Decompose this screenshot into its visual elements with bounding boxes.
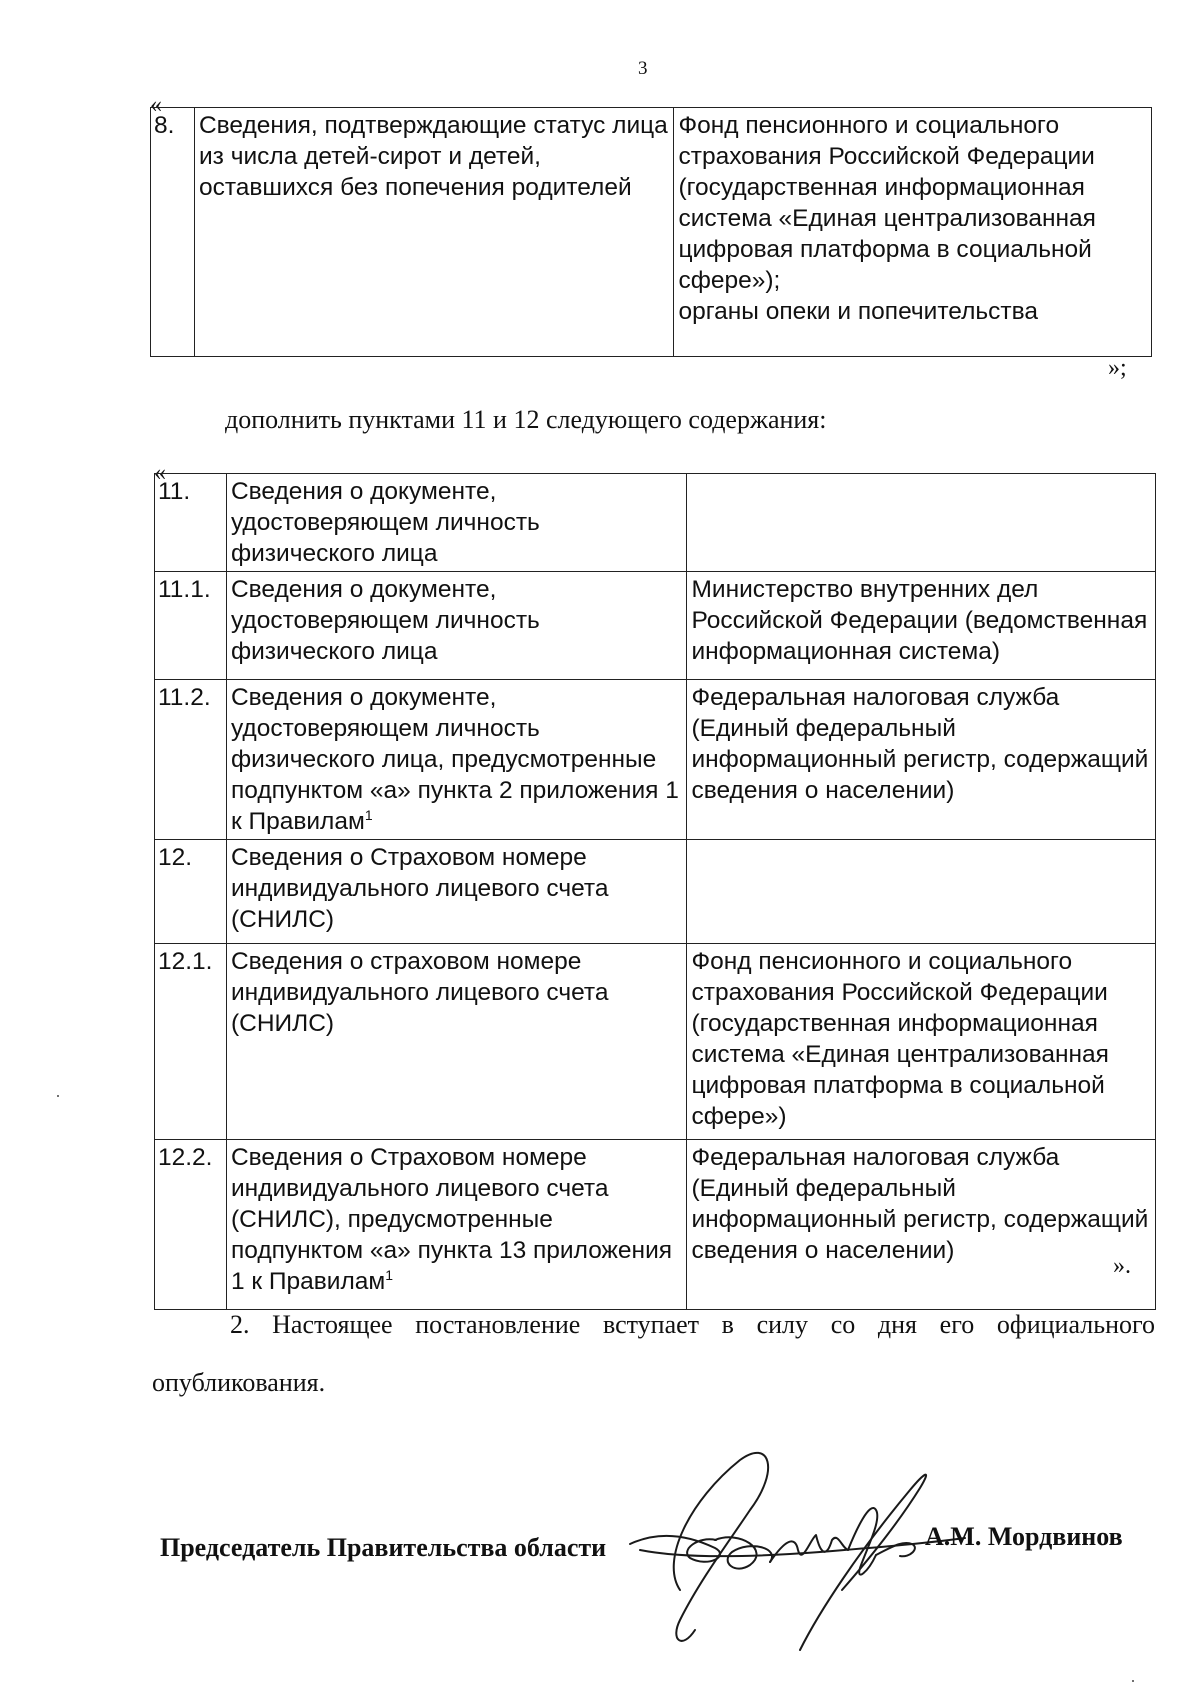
table-row [155,944,1156,1140]
table1 [150,107,1152,357]
row-number: 8. [151,108,195,357]
row-info [226,1140,687,1310]
row-source [687,474,1156,572]
table-row [155,840,1156,944]
scan-speck [57,1095,59,1097]
row-number: 12.1. [155,944,227,1140]
row-info-text: Сведения о документе, удостоверяющем личность физического лица, предусмотренные подпунктом «а» пункта 2 приложения 1 к Правилам [230,684,679,835]
row-source: Федеральная налоговая служба (Единый федеральный информационный регистр, содержащий сведения о населении) [687,680,1156,840]
row-info-text: Сведения о Страховом номере индивидуального лицевого счета (СНИЛС), предусмотренные подпунктом «а» пункта 13 приложения 1 к Правилам [230,1144,673,1295]
row-source-part: органы опеки и попечительства [678,298,1038,325]
paragraph-2-line-1: 2. Настоящее постановление вступает в силу со дня его официального [230,1310,1155,1339]
row-source: Министерство внутренних дел Российской Федерации (ведомственная информационная система) [687,572,1156,680]
row-info: Сведения о документе, удостоверяющем личность физического лица [226,572,687,680]
row-source [674,108,1152,357]
row-number: 11. [155,474,227,572]
row-source: Фонд пенсионного и социального страхования Российской Федерации (государственная информационная система «Единая централизованная цифровая платформа в социальной сфере») [687,944,1156,1140]
row-info: Сведения о страховом номере индивидуального лицевого счета (СНИЛС) [226,944,687,1140]
paragraph-2-line-2: опубликования. [152,1368,326,1397]
table-row [151,108,1152,357]
table2-close-quote: ». [1113,1253,1131,1279]
row-number: 11.1. [155,572,227,680]
row-source [687,840,1156,944]
page-number: 3 [638,58,648,79]
row-source: Федеральная налоговая служба (Единый федеральный информационный регистр, содержащий сведения о населении) [687,1140,1156,1310]
table2-open-quote: « [154,460,166,486]
row-source-part: Фонд пенсионного и социального страхования Российской Федерации (государственная информационная система «Единая централизованная цифровая платформа в социальной сфере»); [678,112,1096,294]
row-number: 12. [155,840,227,944]
row-number: 11.2. [155,680,227,840]
table2 [154,473,1156,1310]
row-info: Сведения о документе, удостоверяющем личность физического лица [226,474,687,572]
table-row [155,572,1156,680]
row-number: 12.2. [155,1140,227,1310]
row-info: Сведения о Страховом номере индивидуального лицевого счета (СНИЛС) [226,840,687,944]
table1-open-quote: « [150,92,162,118]
scan-speck [1132,1680,1134,1682]
table1-close-quote: »; [1108,355,1127,381]
row-info: Сведения, подтверждающие статус лица из числа детей-сирот и детей, оставшихся без попечения родителей [194,108,674,357]
handwritten-signature [620,1440,980,1680]
intro-text: дополнить пунктами 11 и 12 следующего содержания: [225,405,827,434]
signatory-name: А.М. Мордвинов [925,1522,1123,1551]
footnote-mark: 1 [385,1266,394,1283]
table-row [155,680,1156,840]
table-row [155,474,1156,572]
table-row [155,1140,1156,1310]
row-info [226,680,687,840]
signatory-title: Председатель Правительства области [160,1533,607,1562]
footnote-mark: 1 [364,806,373,823]
